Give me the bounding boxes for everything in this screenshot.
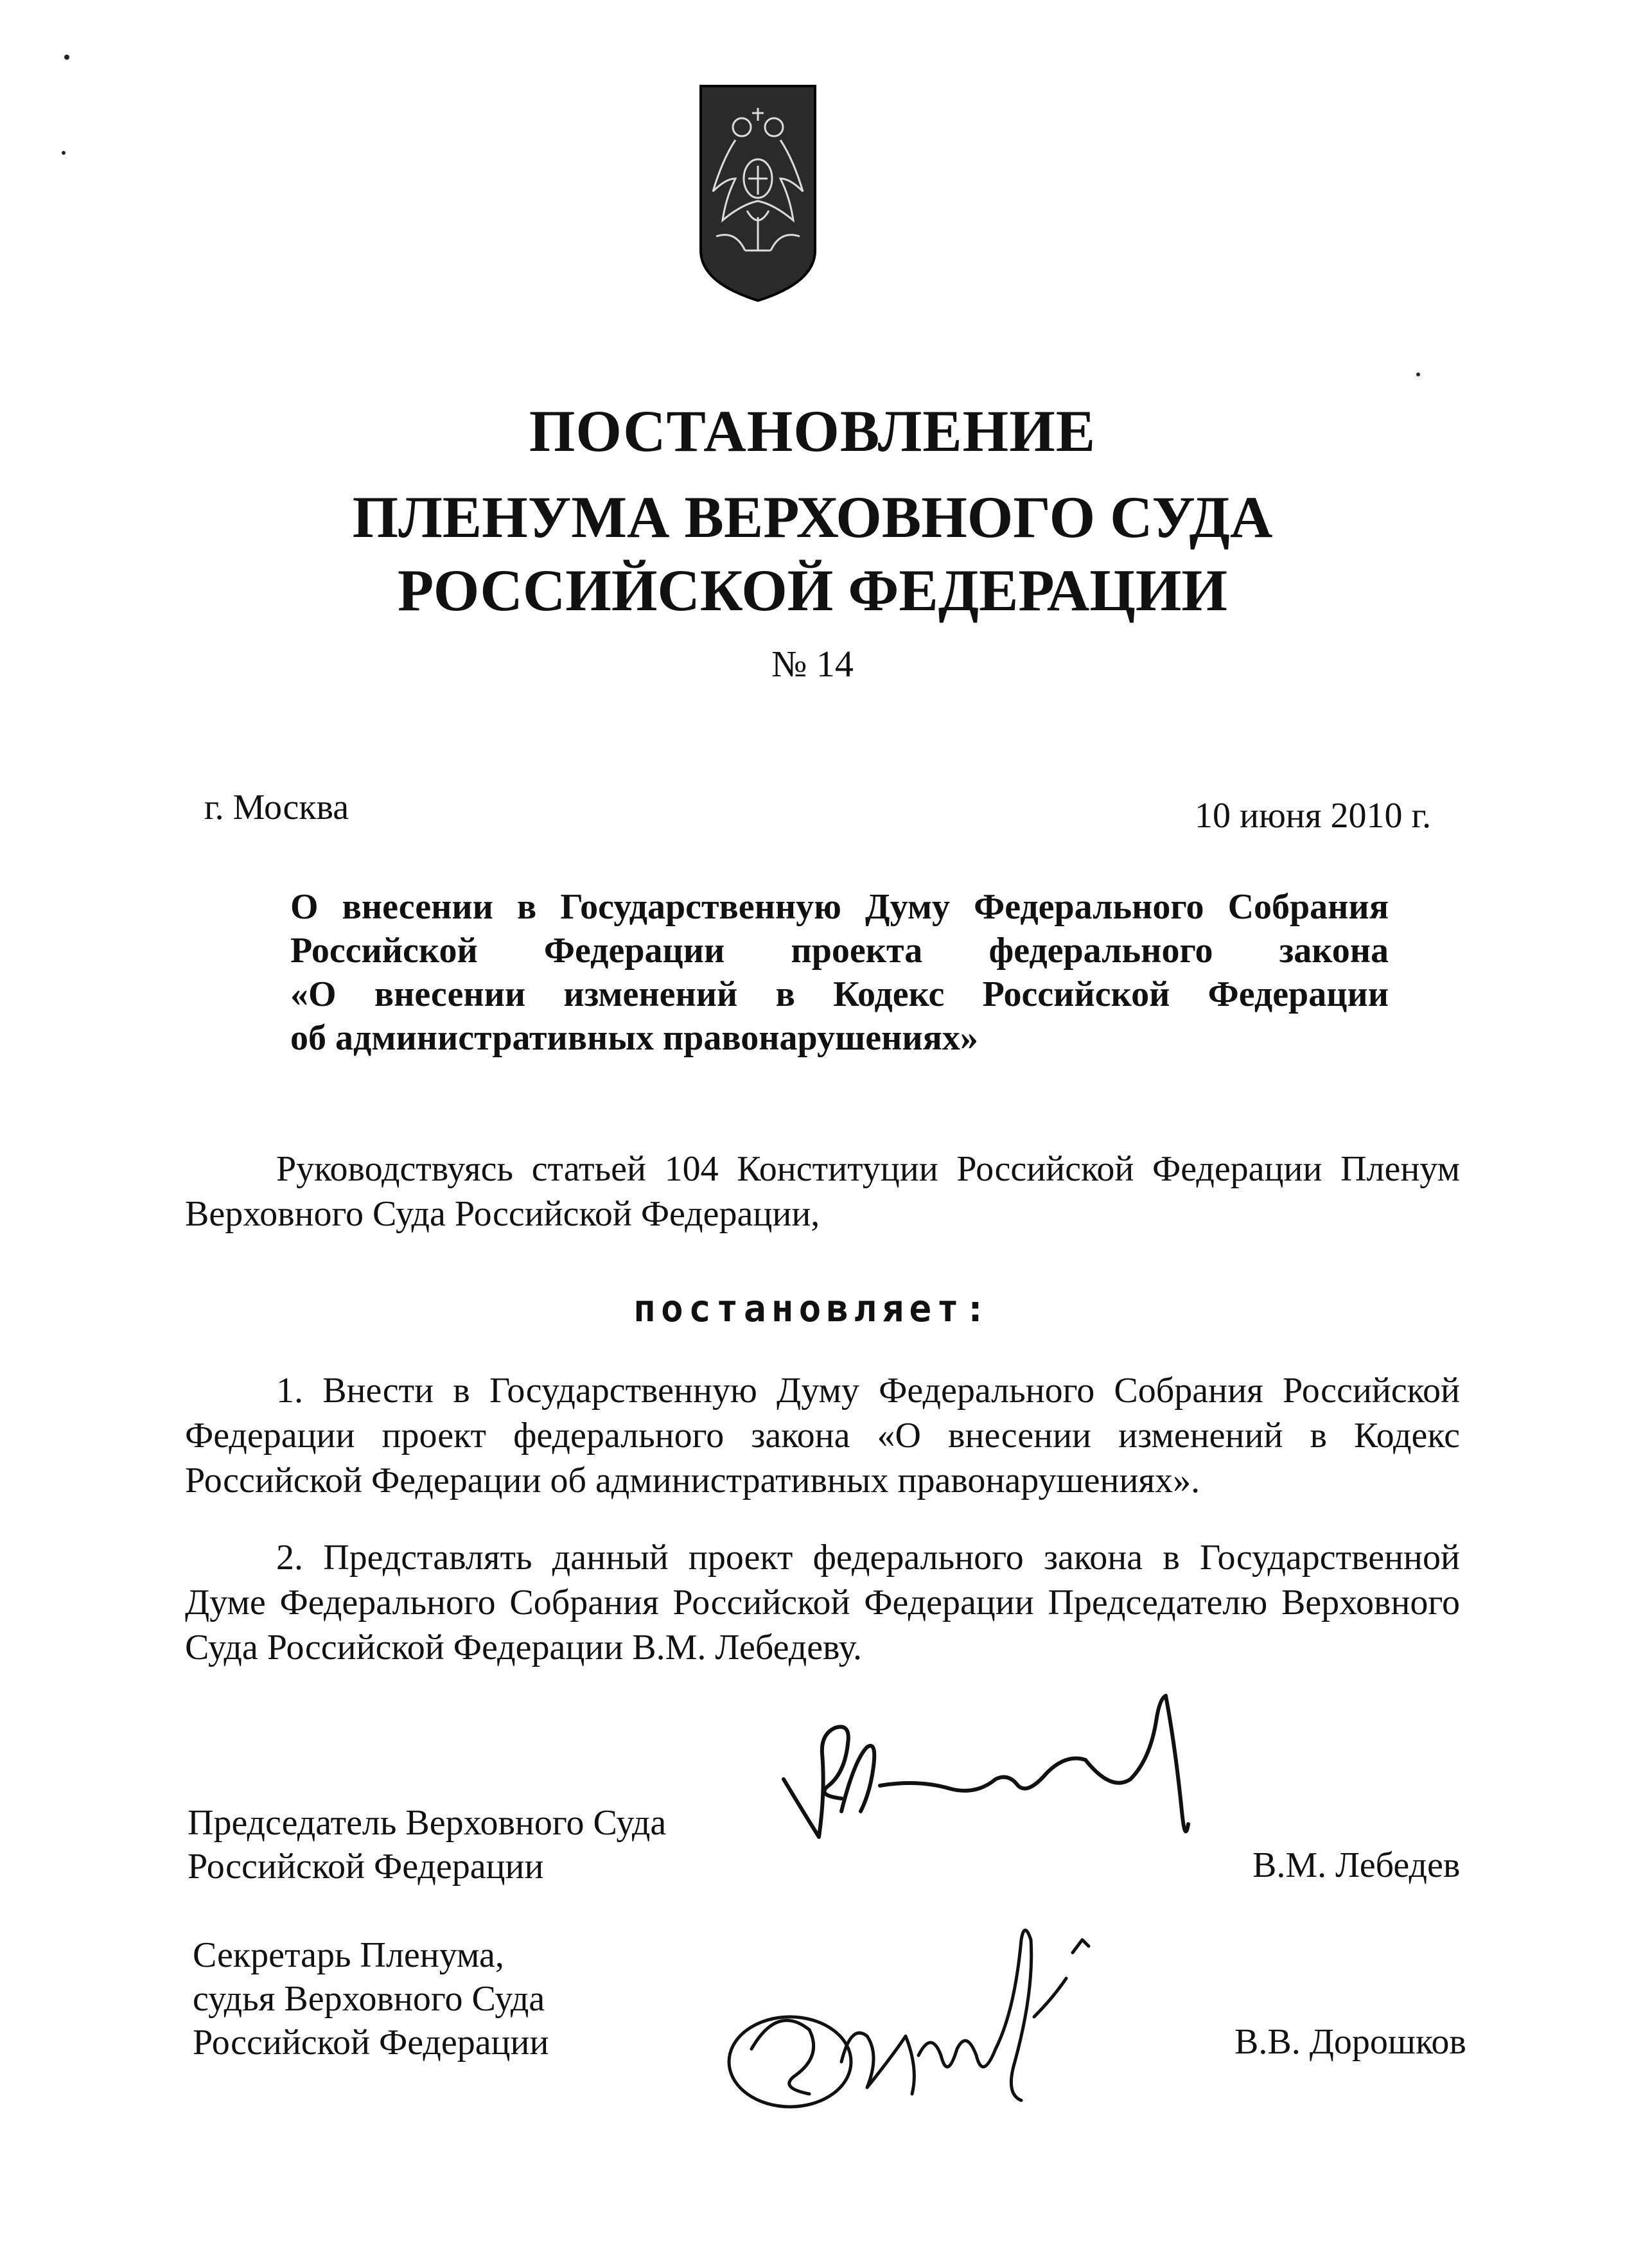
resolution-item-2: 2. Представлять данный проект федерального закона в Государственной Думе Федерального Собрания Российской Федерации Председателю Верховного Суда Российской Федерации В.М. Лебедеву.	[185, 1538, 1460, 1667]
document-title: ПОСТАНОВЛЕНИЕ	[529, 398, 1096, 464]
document-issuer-line1: ПЛЕНУМА ВЕРХОВНОГО СУДА	[352, 484, 1273, 550]
russian-coat-of-arms-icon	[697, 82, 819, 304]
document-issuer-line2: РОССИЙСКОЙ ФЕДЕРАЦИИ	[398, 558, 1227, 623]
scan-speck	[64, 55, 69, 60]
secretary-signature	[713, 1901, 1150, 2145]
secretary-title-line: Секретарь Пленума,	[193, 1935, 504, 1975]
secretary-title	[193, 1933, 549, 2064]
preamble-paragraph: Руководствуясь статьей 104 Конституции Российской Федерации Пленум Верховного Суда Российской Федерации,	[185, 1149, 1460, 1234]
scan-speck	[1416, 373, 1420, 376]
secretary-title-line: судья Верховного Суда	[193, 1979, 545, 2019]
document-number: № 14	[771, 643, 854, 685]
chair-name: В.М. Лебедев	[1252, 1845, 1461, 1885]
subject-line: О внесении в Государственную Думу Федерального Собрания	[290, 887, 1389, 927]
chair-title	[188, 1801, 666, 1888]
subject-line: «О внесении изменений в Кодекс Российской Федерации	[290, 974, 1389, 1014]
resolves-heading: постановляет:	[633, 1287, 992, 1330]
scan-speck	[62, 151, 66, 155]
chair-signature	[764, 1683, 1214, 1901]
subject-line: Российской Федерации проекта федерального закона	[290, 931, 1389, 971]
secretary-name: В.В. Дорошков	[1234, 2022, 1466, 2062]
document-date: 10 июня 2010 г.	[1195, 796, 1432, 836]
document-subject	[290, 885, 1389, 1060]
document-city: г. Москва	[204, 787, 349, 827]
secretary-title-line: Российской Федерации	[193, 2023, 549, 2062]
chair-title-line: Российской Федерации	[188, 1847, 544, 1886]
resolution-item-1: 1. Внести в Государственную Думу Федерального Собрания Российской Федерации проект федерального закона «О внесении изменений в Кодекс Российской Федерации об административных правонарушениях».	[185, 1371, 1460, 1500]
subject-line: об административных правонарушениях»	[290, 1018, 978, 1058]
chair-title-line: Председатель Верховного Суда	[188, 1803, 667, 1843]
